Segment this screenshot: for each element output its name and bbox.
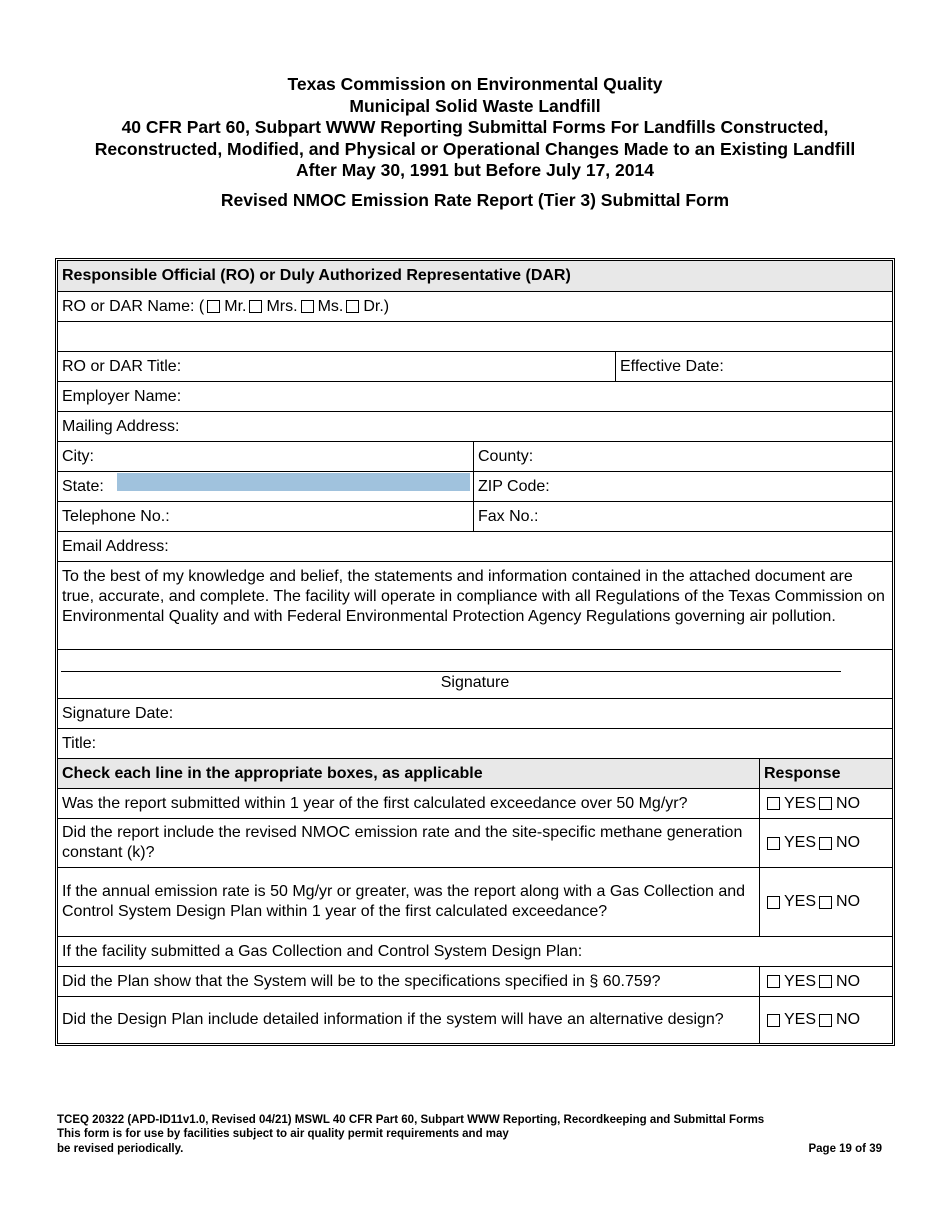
question-row — [58, 967, 892, 997]
employer-field[interactable] — [58, 382, 892, 412]
footer-form-id: TCEQ 20322 (APD-ID11v1.0, Revised 04/21) MSWL 40 CFR Part 60, Subpart WWW Reporting, Recordkeeping and Submittal Forms — [57, 1114, 765, 1126]
no-checkbox[interactable] — [819, 797, 832, 810]
no-label: NO — [836, 893, 861, 910]
no-label: NO — [836, 972, 861, 990]
mr-checkbox[interactable] — [207, 300, 220, 313]
fax-label: Fax No.: — [478, 507, 539, 525]
mrs-checkbox[interactable] — [249, 300, 262, 313]
no-label: NO — [836, 1011, 861, 1028]
telephone-field[interactable] — [58, 502, 473, 531]
state-zip-row — [58, 472, 892, 502]
question-row — [58, 868, 892, 937]
yes-label: YES — [784, 1011, 817, 1028]
response-cell — [759, 997, 892, 1043]
response-cell — [759, 789, 892, 818]
effective-date-label: Effective Date: — [620, 357, 724, 375]
yes-label: YES — [784, 972, 817, 990]
certification-text: To the best of my knowledge and belief, the statements and information contained in the attached document are true, accurate, and complete. The facility will operate in compliance with all Regulations of the Texas Commission on Environmental Quality and with Federal Environmental Protection Agency Regulations governing air pollution. — [62, 568, 885, 625]
yes-checkbox[interactable] — [767, 975, 780, 988]
ro-section-heading: Responsible Official (RO) or Duly Authorized Representative (DAR) — [62, 267, 571, 284]
signature-label: Signature — [440, 674, 510, 691]
yes-checkbox[interactable] — [767, 797, 780, 810]
response-cell — [759, 868, 892, 936]
ro-title-label: RO or DAR Title: — [62, 357, 182, 375]
footer-notice-line2: be revised periodically. — [57, 1142, 184, 1155]
ro-name-cell — [58, 292, 892, 321]
fax-field[interactable] — [473, 502, 892, 531]
city-field[interactable] — [58, 442, 473, 471]
dr-label: Dr.) — [363, 297, 390, 315]
header-line-program: Municipal Solid Waste Landfill — [349, 95, 601, 116]
response-cell — [759, 967, 892, 996]
yes-label: YES — [784, 794, 817, 812]
yes-checkbox[interactable] — [767, 1014, 780, 1027]
response-cell — [759, 819, 892, 867]
question-text: Did the Plan show that the System will be to the specifications specified in § 60.759? — [62, 972, 661, 990]
no-checkbox[interactable] — [819, 975, 832, 988]
zip-field[interactable] — [473, 472, 892, 501]
header-line-dates: After May 30, 1991 but Before July 17, 2014 — [296, 160, 654, 180]
ms-checkbox[interactable] — [301, 300, 314, 313]
signature-date-label: Signature Date: — [62, 704, 174, 722]
effective-date-field[interactable] — [615, 352, 892, 381]
ro-section-heading-row — [58, 261, 892, 292]
email-label: Email Address: — [62, 537, 169, 555]
ro-title-field[interactable] — [58, 352, 615, 381]
ro-name-label: RO or DAR Name: ( — [62, 297, 205, 315]
document-header — [0, 74, 950, 182]
question-text: If the annual emission rate is 50 Mg/yr or greater, was the report along with a Gas Collection and Control System Design Plan within 1 year of the first calculated exceedance? — [62, 883, 746, 920]
ro-name-field[interactable] — [58, 322, 892, 352]
question-row — [58, 937, 892, 967]
no-checkbox[interactable] — [819, 837, 832, 850]
question-row — [58, 819, 892, 868]
certification-row — [58, 562, 892, 650]
response-heading: Response — [759, 759, 892, 788]
email-field[interactable] — [58, 532, 892, 562]
state-label: State: — [62, 477, 104, 495]
no-label: NO — [836, 834, 861, 851]
question-text: Did the report include the revised NMOC emission rate and the site-specific methane generation constant (k)? — [62, 824, 743, 861]
state-field[interactable] — [58, 472, 473, 501]
yes-label: YES — [784, 834, 817, 851]
checklist-heading-row — [58, 759, 892, 789]
state-dropdown[interactable] — [117, 473, 470, 491]
dr-checkbox[interactable] — [346, 300, 359, 313]
mrs-label: Mrs. — [266, 297, 298, 315]
employer-label: Employer Name: — [62, 387, 182, 405]
header-line-regulation: 40 CFR Part 60, Subpart WWW Reporting Submittal Forms For Landfills Constructed, — [121, 117, 829, 137]
no-checkbox[interactable] — [819, 896, 832, 909]
mr-label: Mr. — [224, 297, 247, 315]
city-county-row — [58, 442, 892, 472]
mailing-address-label: Mailing Address: — [62, 417, 180, 435]
question-row — [58, 789, 892, 819]
question-row — [58, 997, 892, 1043]
ro-title-row — [58, 352, 892, 382]
form-title: Revised NMOC Emission Rate Report (Tier 3) Submittal Form — [220, 190, 730, 210]
telephone-label: Telephone No.: — [62, 507, 170, 525]
title-label: Title: — [62, 734, 97, 752]
mailing-address-field[interactable] — [58, 412, 892, 442]
header-line-agency: Texas Commission on Environmental Quality — [287, 74, 663, 94]
signature-date-field[interactable] — [58, 699, 892, 729]
no-label: NO — [836, 794, 861, 812]
zip-label: ZIP Code: — [478, 477, 550, 495]
question-text: If the facility submitted a Gas Collection and Control System Design Plan: — [62, 942, 583, 960]
phone-fax-row — [58, 502, 892, 532]
submittal-form — [55, 258, 895, 1046]
yes-checkbox[interactable] — [767, 896, 780, 909]
page-footer — [57, 1113, 882, 1156]
yes-label: YES — [784, 893, 817, 910]
signature-row — [58, 650, 892, 699]
header-line-scope: Reconstructed, Modified, and Physical or Operational Changes Made to an Existing Landfill — [94, 138, 856, 159]
county-field[interactable] — [473, 442, 892, 471]
title-field[interactable] — [58, 729, 892, 759]
checklist-heading: Check each line in the appropriate boxes, as applicable — [62, 764, 483, 782]
ms-label: Ms. — [317, 297, 344, 315]
footer-notice-line1: This form is for use by facilities subject to air quality permit requirements and may — [57, 1128, 509, 1141]
page-number: Page 19 of 39 — [808, 1142, 882, 1155]
city-label: City: — [62, 447, 94, 465]
question-text: Did the Design Plan include detailed information if the system will have an alternative design? — [62, 1011, 724, 1028]
yes-checkbox[interactable] — [767, 837, 780, 850]
question-text: Was the report submitted within 1 year of the first calculated exceedance over 50 Mg/yr? — [62, 794, 688, 812]
county-label: County: — [478, 447, 534, 465]
signature-line[interactable] — [61, 671, 841, 672]
no-checkbox[interactable] — [819, 1014, 832, 1027]
ro-name-row — [58, 292, 892, 322]
